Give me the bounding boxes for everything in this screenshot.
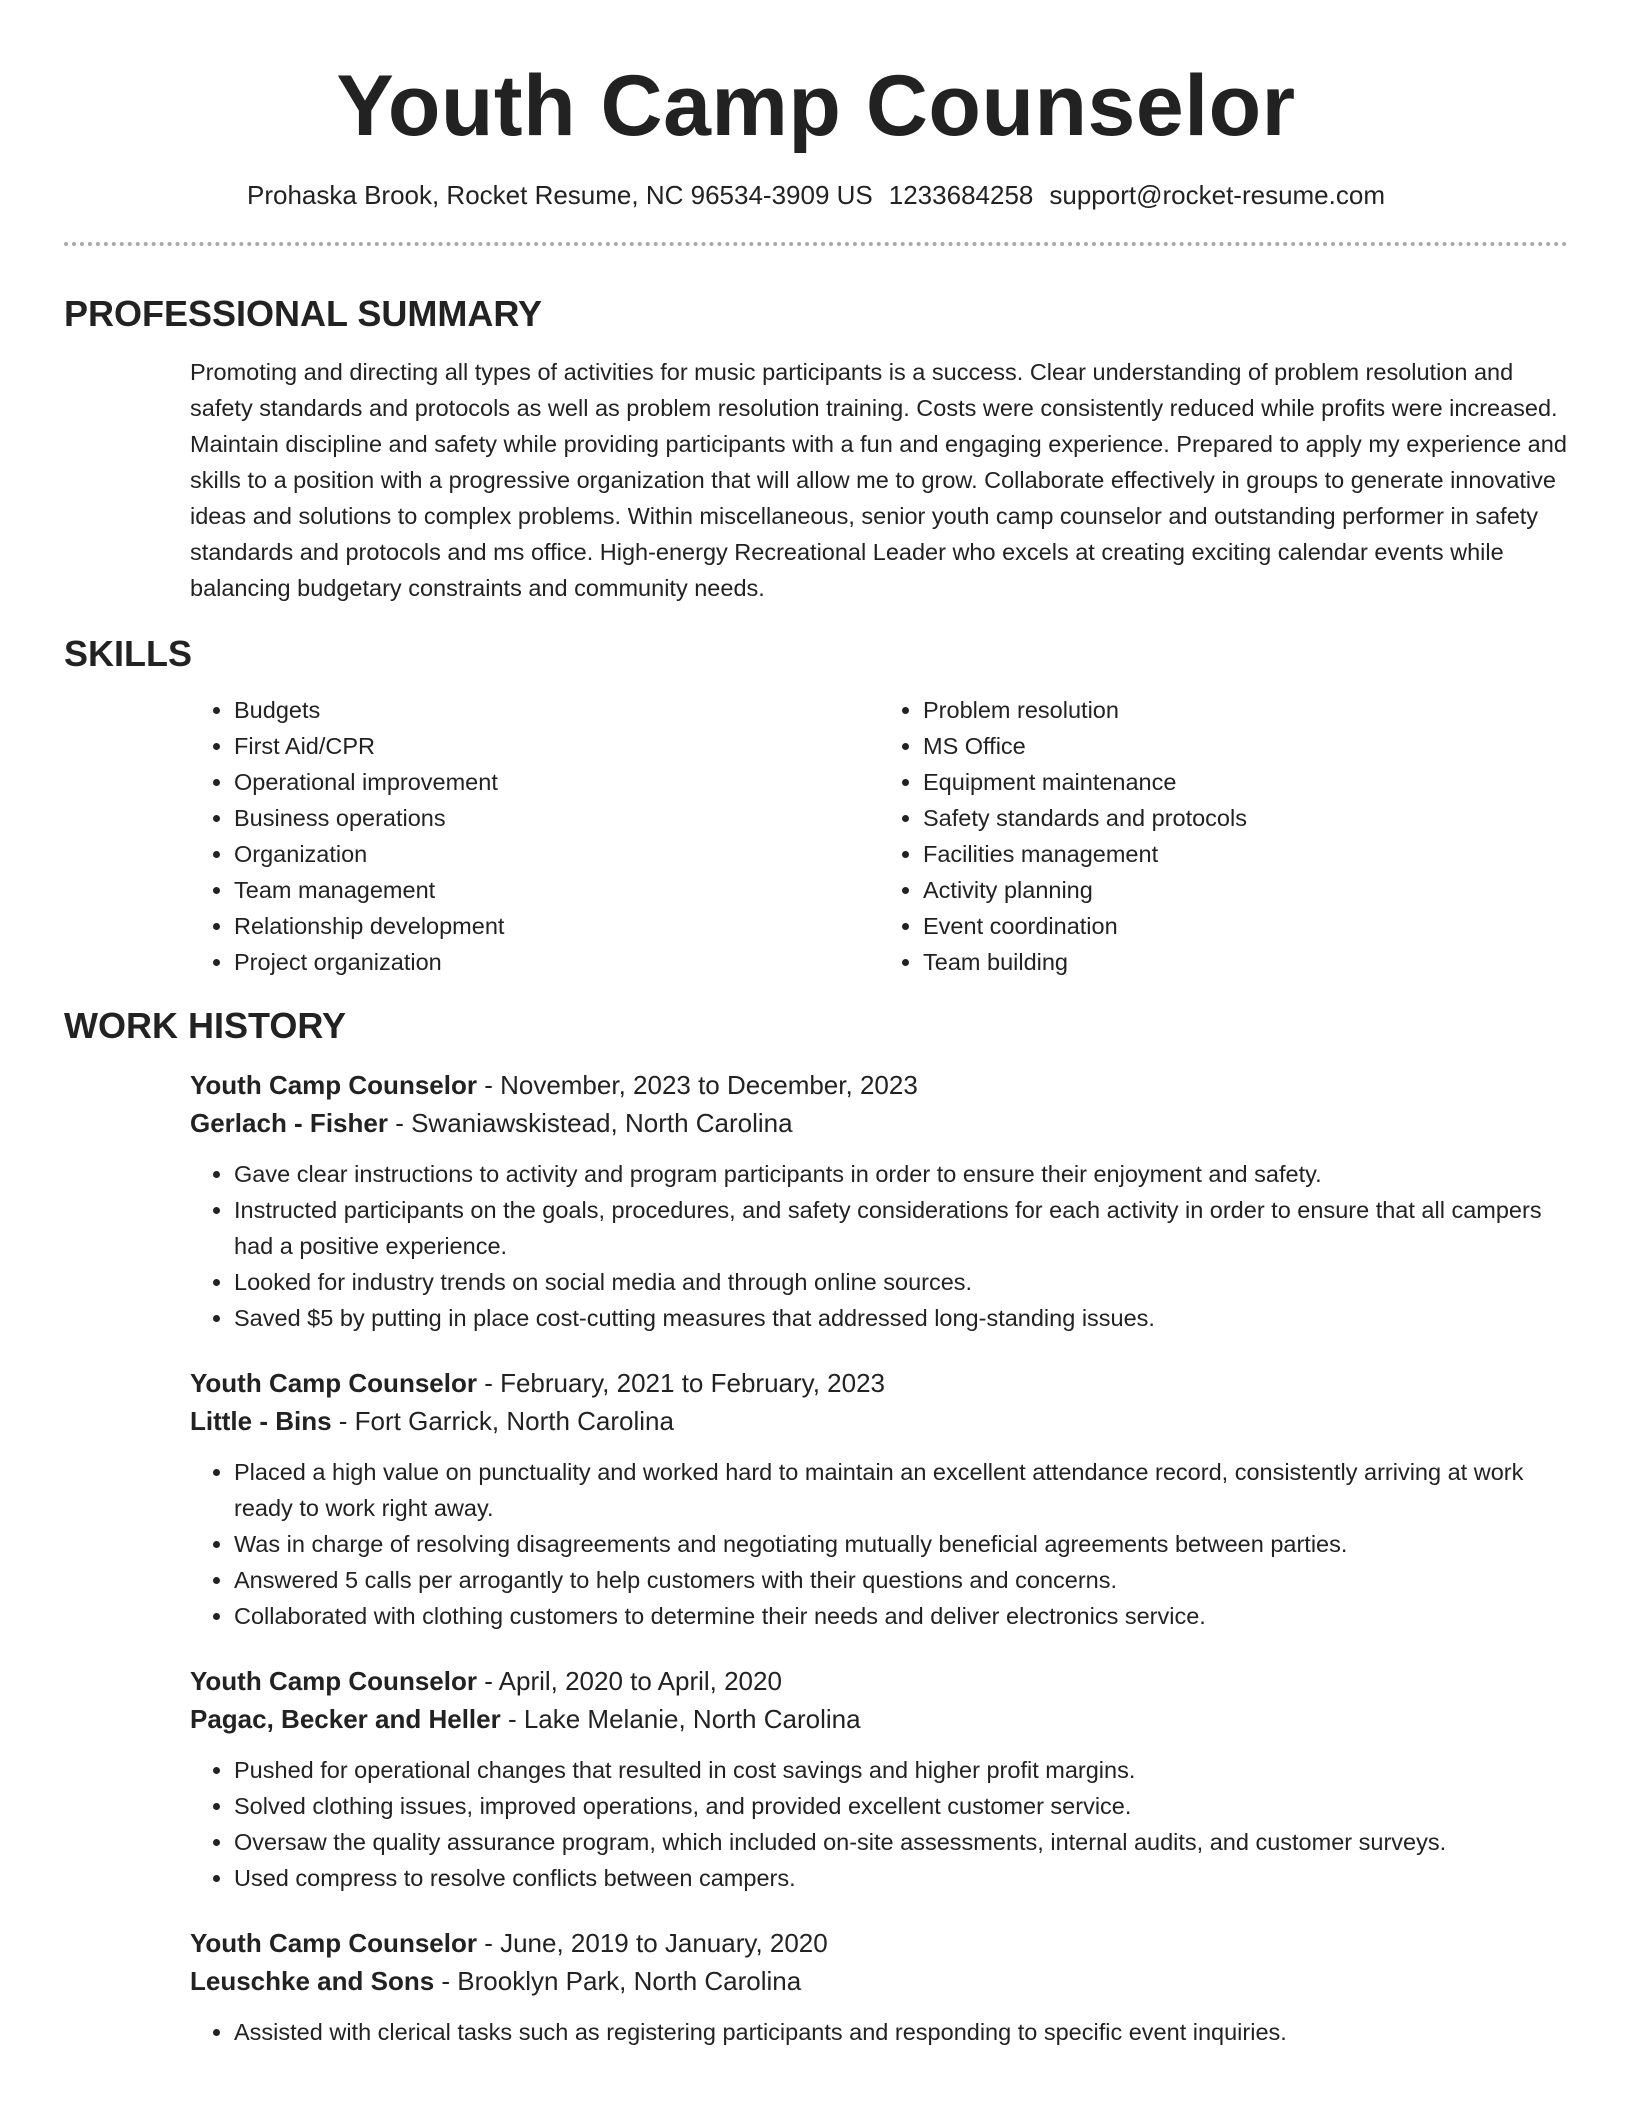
job-entry [190,1924,1568,2050]
job-entry [190,1662,1568,1896]
job-bullet: • Gave clear instructions to activity and program participants in order to ensure their enjoyment and safety. [234,1156,1568,1192]
job-bullet: • Instructed participants on the goals, procedures, and safety considerations for each activity in order to ensure that all campers had a positive experience. [234,1192,1568,1264]
skill-item: • Project organization [234,944,879,980]
job-bullet: • Pushed for operational changes that resulted in cost savings and higher profit margins. [234,1752,1568,1788]
job-bullet: • Used compress to resolve conflicts between campers. [234,1860,1568,1896]
resume-page [64,0,1568,2050]
job-company-line: Pagac, Becker and Heller - Lake Melanie, North Carolina [190,1704,861,1734]
skill-item: • Activity planning [923,872,1568,908]
job-location: Fort Garrick, North Carolina [354,1406,674,1436]
skill-item: • Team building [923,944,1568,980]
job-dates: April, 2020 to April, 2020 [498,1666,782,1696]
job-company: Gerlach - Fisher [190,1108,388,1138]
skill-item: • First Aid/CPR [234,728,879,764]
contact-address: Prohaska Brook, Rocket Resume, NC 96534-3909 US [247,180,873,210]
skills-column-right [879,692,1568,980]
job-dates: November, 2023 to December, 2023 [500,1070,918,1100]
job-bullets [190,2014,1568,2050]
job-title: Youth Camp Counselor [190,1928,477,1958]
job-bullet: • Was in charge of resolving disagreements and negotiating mutually beneficial agreements between parties. [234,1526,1568,1562]
job-bullet: • Saved $5 by putting in place cost-cutting measures that addressed long-standing issues. [234,1300,1568,1336]
resume-name: Youth Camp Counselor [336,58,1296,154]
skill-item: • Facilities management [923,836,1568,872]
skills-column-left [190,692,879,980]
job-company: Little - Bins [190,1406,332,1436]
job-title: Youth Camp Counselor [190,1368,477,1398]
job-bullet: • Solved clothing issues, improved operations, and provided excellent customer service. [234,1788,1568,1824]
job-title: Youth Camp Counselor [190,1070,477,1100]
contact-phone: 1233684258 [888,180,1034,210]
summary-heading: PROFESSIONAL SUMMARY [64,293,543,334]
job-company: Leuschke and Sons [190,1966,435,1996]
job-bullets [190,1156,1568,1336]
skill-item: • Business operations [234,800,879,836]
skill-item: • Relationship development [234,908,879,944]
job-title-line: Youth Camp Counselor - February, 2021 to February, 2023 [190,1368,885,1398]
job-bullets [190,1454,1568,1634]
job-bullet: • Oversaw the quality assurance program, which included on-site assessments, internal audits, and customer surveys. [234,1824,1568,1860]
skill-item: • Safety standards and protocols [923,800,1568,836]
contact-line [64,178,1568,212]
skill-item: • Event coordination [923,908,1568,944]
job-bullet: • Answered 5 calls per arrogantly to help customers with their questions and concerns. [234,1562,1568,1598]
job-bullet: • Looked for industry trends on social media and through online sources. [234,1264,1568,1300]
skill-item: • Budgets [234,692,879,728]
job-dates: June, 2019 to January, 2020 [500,1928,828,1958]
skill-item: • Team management [234,872,879,908]
job-company-line: Little - Bins - Fort Garrick, North Carolina [190,1406,674,1436]
job-dates: February, 2021 to February, 2023 [500,1368,885,1398]
job-bullets [190,1752,1568,1896]
summary-text: Promoting and directing all types of activities for music participants is a success. Clear understanding of problem resolution and safety standards and protocols as well as problem resolution training. Costs were consistently reduced while profits were increased. Maintain discipline and safety while providing participants with a fun and engaging experience. Prepared to apply my experience and skills to a position with a progressive organization that will allow me to grow. Collaborate effectively in groups to generate innovative ideas and solutions to complex problems. Within miscellaneous, senior youth camp counselor and outstanding performer in safety standards and protocols and ms office. High-energy Recreational Leader who excels at creating exciting calendar events while balancing budgetary constraints and community needs. [190,359,1567,601]
job-title-line: Youth Camp Counselor - November, 2023 to December, 2023 [190,1070,918,1100]
job-bullet: • Assisted with clerical tasks such as registering participants and responding to specific event inquiries. [234,2014,1568,2050]
skill-item: • Problem resolution [923,692,1568,728]
skill-item: • Operational improvement [234,764,879,800]
job-title: Youth Camp Counselor [190,1666,477,1696]
skill-item: • Organization [234,836,879,872]
job-bullet: • Placed a high value on punctuality and worked hard to maintain an excellent attendance record, consistently arriving at work ready to work right away. [234,1454,1568,1526]
job-title-line: Youth Camp Counselor - April, 2020 to April, 2020 [190,1666,782,1696]
skills-heading: SKILLS [64,633,193,674]
work-history-heading: WORK HISTORY [64,1005,347,1046]
job-company: Pagac, Becker and Heller [190,1704,501,1734]
job-company-line: Gerlach - Fisher - Swaniawskistead, North Carolina [190,1108,793,1138]
contact-email: support@rocket-resume.com [1049,180,1385,210]
job-company-line: Leuschke and Sons - Brooklyn Park, North Carolina [190,1966,802,1996]
job-location: Lake Melanie, North Carolina [523,1704,861,1734]
header-divider [64,242,1568,246]
job-title-line: Youth Camp Counselor - June, 2019 to January, 2020 [190,1928,828,1958]
skills-grid [190,692,1568,980]
job-location: Swaniawskistead, North Carolina [411,1108,793,1138]
job-bullet: • Collaborated with clothing customers to determine their needs and deliver electronics service. [234,1598,1568,1634]
job-location: Brooklyn Park, North Carolina [457,1966,802,1996]
job-entry [190,1364,1568,1634]
job-entry [190,1066,1568,1336]
skill-item: • MS Office [923,728,1568,764]
skill-item: • Equipment maintenance [923,764,1568,800]
